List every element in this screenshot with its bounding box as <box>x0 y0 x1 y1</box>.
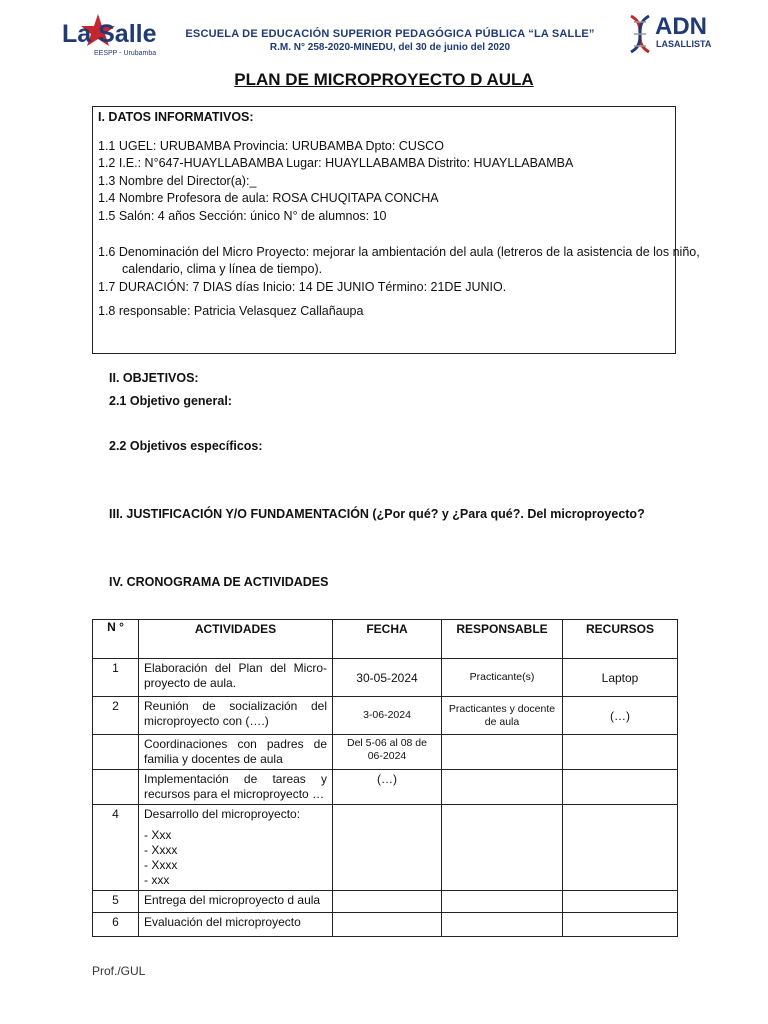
cell-n: 2 <box>93 697 139 735</box>
cell-responsable <box>442 735 563 770</box>
lasalle-logo-sub: EESPP - Urubamba <box>94 50 157 57</box>
cell-n: 1 <box>93 659 139 697</box>
document-title: PLAN DE MICROPROYECTO D AULA <box>234 70 534 89</box>
datos-line-1-7: 1.7 DURACIÓN: 7 DIAS días Inicio: 14 DE JUNIO Término: 21DE JUNIO. <box>98 280 507 294</box>
adn-text: ADN <box>655 13 707 40</box>
objetivo-general: 2.1 Objetivo general: <box>109 394 232 408</box>
header-actividades: ACTIVIDADES <box>139 620 333 659</box>
table-row <box>93 735 678 770</box>
table-row <box>93 805 678 891</box>
cell-n: 4 <box>93 805 139 891</box>
header-responsable: RESPONSABLE <box>442 620 563 659</box>
cell-n: 6 <box>93 913 139 937</box>
lasallista-text: LASALLISTA <box>656 39 712 49</box>
cronograma-table <box>92 619 678 937</box>
subitem: - Xxxx <box>144 858 178 872</box>
cell-fecha <box>333 913 442 937</box>
cell-actividad: Implementación de tareas y recursos para el microproyecto … <box>139 770 333 805</box>
subitem: - xxx <box>144 873 170 887</box>
datos-heading: I. DATOS INFORMATIVOS: <box>98 110 254 124</box>
cell-n <box>93 770 139 805</box>
adn-lasallista-logo <box>625 14 725 54</box>
datos-line-1-8: 1.8 responsable: Patricia Velasquez Callañaupa <box>98 304 364 318</box>
datos-line-1-1: 1.1 UGEL: URUBAMBA Provincia: URUBAMBA Dpto: CUSCO <box>98 139 444 153</box>
cell-recursos: (…) <box>563 697 678 735</box>
cell-fecha: (…) <box>333 770 442 805</box>
cell-responsable <box>442 770 563 805</box>
cell-responsable: Practicantes y docente de aula <box>442 697 563 735</box>
table-row <box>93 770 678 805</box>
actividad-text: Desarrollo del microproyecto: <box>144 807 301 821</box>
datos-line-1-4: 1.4 Nombre Profesora de aula: ROSA CHUQITAPA CONCHA <box>98 191 439 205</box>
school-name: ESCUELA DE EDUCACIÓN SUPERIOR PEDAGÓGICA PÚBLICA “LA SALLE” <box>185 28 595 40</box>
subitem: - Xxxx <box>144 843 178 857</box>
datos-line-1-5: 1.5 Salón: 4 años Sección: único N° de alumnos: 10 <box>98 209 387 223</box>
footer-initials: Prof./GUL <box>92 964 146 978</box>
subitem: - Xxx <box>144 828 172 842</box>
lasalle-logo-text: La Salle <box>62 20 157 48</box>
cell-responsable <box>442 891 563 913</box>
table-row <box>93 891 678 913</box>
header-recursos: RECURSOS <box>563 620 678 659</box>
cell-actividad: Evaluación del microproyecto <box>139 913 333 937</box>
header-n: N ° <box>93 620 139 659</box>
datos-line-1-6-cont: calendario, clima y línea de tiempo). <box>122 262 323 276</box>
table-row <box>93 697 678 735</box>
datos-line-1-3: 1.3 Nombre del Director(a):_ <box>98 174 257 188</box>
table-header-row <box>93 620 678 659</box>
cell-actividad: Reunión de socialización del microproyecto con (….) <box>139 697 333 735</box>
cell-responsable <box>442 805 563 891</box>
objetivos-especificos: 2.2 Objetivos específicos: <box>109 439 263 453</box>
cell-actividad <box>139 805 333 891</box>
table-row <box>93 913 678 937</box>
school-resolution: R.M. N° 258-2020-MINEDU, del 30 de junio del 2020 <box>269 42 511 53</box>
cell-responsable <box>442 913 563 937</box>
cell-recursos <box>563 805 678 891</box>
cell-recursos: Laptop <box>563 659 678 697</box>
datos-line-1-6: 1.6 Denominación del Micro Proyecto: mejorar la ambientación del aula (letreros de la asistencia de los niño, <box>98 245 700 259</box>
cell-fecha <box>333 805 442 891</box>
datos-line-1-2: 1.2 I.E.: N°647-HUAYLLABAMBA Lugar: HUAYLLABAMBA Distrito: HUAYLLABAMBA <box>98 156 574 170</box>
cell-fecha: 30-05-2024 <box>333 659 442 697</box>
justificacion-heading: III. JUSTIFICACIÓN Y/O FUNDAMENTACIÓN (¿Por qué? y ¿Para qué?. Del microproyecto? <box>109 507 645 521</box>
cell-recursos <box>563 770 678 805</box>
cell-fecha <box>333 891 442 913</box>
header-fecha: FECHA <box>333 620 442 659</box>
table-row <box>93 659 678 697</box>
cell-actividad: Coordinaciones con padres de familia y docentes de aula <box>139 735 333 770</box>
objetivos-heading: II. OBJETIVOS: <box>109 371 199 385</box>
cell-responsable: Practicante(s) <box>442 659 563 697</box>
cell-actividad: Entrega del microproyecto d aula <box>139 891 333 913</box>
cell-recursos <box>563 913 678 937</box>
cell-recursos <box>563 735 678 770</box>
dna-icon <box>625 14 655 54</box>
cell-n <box>93 735 139 770</box>
cell-n: 5 <box>93 891 139 913</box>
cell-fecha: Del 5-06 al 08 de 06-2024 <box>333 735 442 770</box>
cell-recursos <box>563 891 678 913</box>
cell-fecha: 3-06-2024 <box>333 697 442 735</box>
cronograma-heading: IV. CRONOGRAMA DE ACTIVIDADES <box>109 575 329 589</box>
cell-actividad: Elaboración del Plan del Micro-proyecto de aula. <box>139 659 333 697</box>
